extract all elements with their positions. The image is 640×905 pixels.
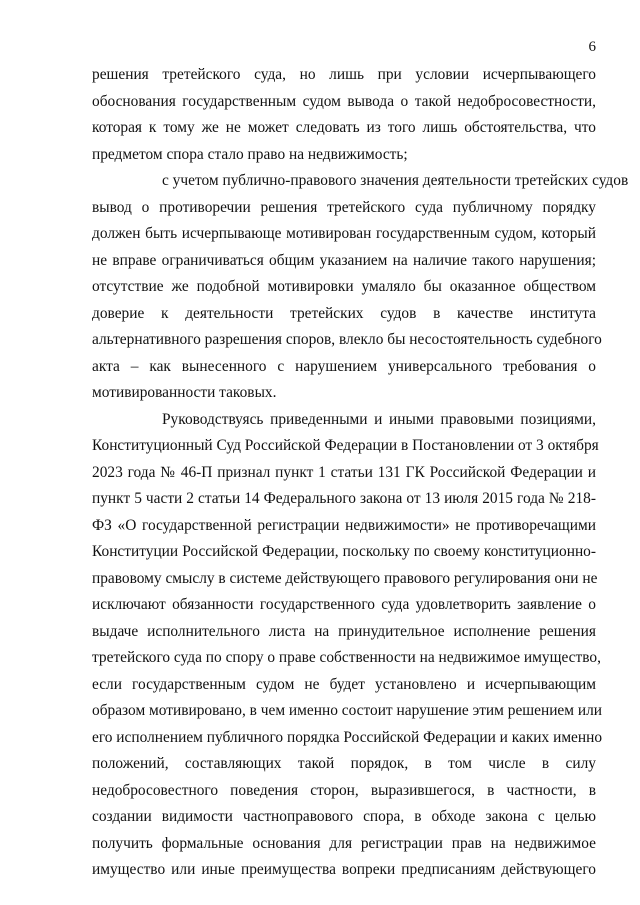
document-body [92,62,629,884]
text-line: с учетом публично-правового значения деятельности третейских судов [162,172,629,189]
text-line: создании видимости частноправового спора, в обходе закона с целью [92,808,596,825]
text-line: решения третейского суда, но лишь при условии исчерпывающего [92,66,596,83]
text-line: положений, составляющих такой порядок, в том числе в силу [92,755,596,772]
text-line: получить формальные основания для регистрации прав на недвижимое [92,834,596,852]
text-line: если государственным судом не будет установлено и исчерпывающим [92,675,596,693]
text-line: недобросовестного поведения сторон, выразившегося, в частности, в [92,781,596,799]
text-line: должен быть исчерпывающе мотивирован государственным судом, который [92,225,596,242]
text-line: образом мотивировано, в чем именно состоит нарушение этим решением или [92,702,603,719]
text-line: не вправе ограничиваться общим указанием на наличие такого нарушения; [92,251,596,269]
text-line: Руководствуясь приведенными и иными правовыми позициями, [162,410,596,428]
page-number: 6 [588,39,596,55]
text-line: отсутствие же подобной мотивировки умаляло бы оказанное обществом [92,278,596,295]
text-line: акта – как вынесенного с нарушением универсального требования о [92,357,596,375]
text-line: мотивированности таковых. [92,384,277,401]
text-line: его исполнением публичного порядка Российской Федерации и каких именно [92,728,603,746]
paragraph [92,407,603,884]
paragraph [92,62,596,168]
text-line: третейского суда по спору о праве собственности на недвижимое имущество, [92,649,601,666]
text-line: альтернативного разрешения споров, влекло бы несостоятельность судебного [92,331,602,348]
text-line: доверие к деятельности третейских судов в качестве института [92,304,596,322]
text-line: выдаче исполнительного листа на принудительное исполнение решения [92,622,596,640]
text-line: обоснования государственным судом вывода о такой недобросовестности, [92,92,596,110]
text-line: предметом спора стало право на недвижимость; [92,145,408,163]
text-line: ФЗ «О государственной регистрации недвижимости» не противоречащими [92,516,596,534]
text-line: которая к тому же не может следовать из того лишь обстоятельства, что [92,119,596,136]
text-line: вывод о противоречии решения третейского суда публичному порядку [92,198,596,216]
text-line: имущество или иные преимущества вопреки предписаниям действующего [92,861,596,878]
text-line: правовому смыслу в системе действующего правового регулирования они не [92,569,598,587]
text-line: исключают обязанности государственного суда удовлетворить заявление о [92,596,596,613]
text-line: пункт 5 части 2 статьи 14 Федерального закона от 13 июля 2015 года № 218- [92,490,596,507]
paragraph [92,168,629,407]
text-line: 2023 года № 46-П признал пункт 1 статьи 131 ГК Российской Федерации и [92,463,596,481]
text-line: Конституционный Суд Российской Федерации в Постановлении от 3 октября [92,437,599,454]
text-line: Конституции Российской Федерации, поскольку по своему конституционно- [92,543,596,560]
